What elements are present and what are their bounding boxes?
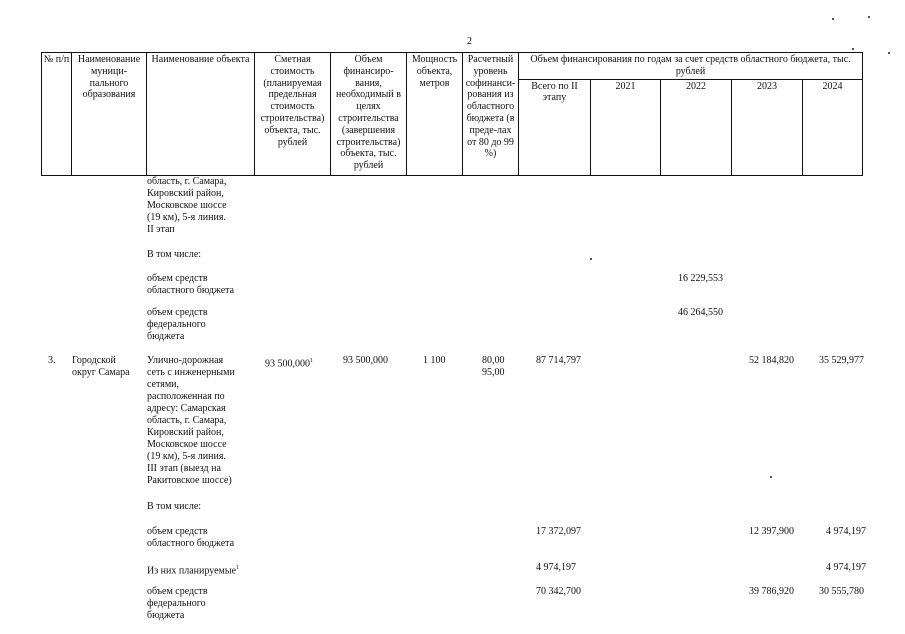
capacity-value: 1 100: [423, 355, 446, 366]
estimated-cost-value: [265, 355, 313, 371]
federal-budget-label: федерального: [147, 598, 206, 609]
footnote-mark: 1: [236, 565, 240, 571]
value-2024: 4 974,197: [826, 526, 866, 537]
object-text-line: (19 км), 5-я линия.: [147, 451, 226, 462]
object-text-line: Кировский район,: [147, 427, 224, 438]
federal-budget-label: объем средств: [147, 586, 208, 597]
header-year-2022: 2022: [661, 79, 732, 175]
value-2023: 12 397,900: [749, 526, 794, 537]
including-label: В том числе:: [147, 501, 202, 512]
header-yearly-financing: Объем финансирования по годам за счет средств областного бюджета, тыс. рублей: [519, 53, 863, 80]
object-text-line: область, г. Самара,: [147, 176, 227, 187]
total-value: 70 342,700: [536, 586, 581, 597]
object-text-line: Московское шоссе: [147, 439, 227, 450]
cofinancing-level-value: 80,00: [482, 355, 505, 366]
object-text-line: сетями,: [147, 379, 180, 390]
value-2024: 35 529,977: [819, 355, 864, 366]
header-year-2024: 2024: [803, 79, 863, 175]
header-financing-volume: Объем финансиро-вания, необходимый в целях строительства (завершения строительства) объекта, тыс. рублей: [331, 53, 407, 176]
value-2022: 16 229,553: [678, 273, 723, 284]
estimated-cost-number: 93 500,000: [265, 358, 310, 370]
scan-speck: [832, 18, 834, 20]
value-2022: 46 264,550: [678, 307, 723, 318]
object-text-line: область, г. Самара,: [147, 415, 227, 426]
object-text-line: (19 км), 5-я линия.: [147, 212, 226, 223]
regional-budget-label: областного бюджета: [147, 285, 235, 296]
value-2023: 39 786,920: [749, 586, 794, 597]
planned-label-text: Из них планируемые: [147, 565, 237, 577]
table-body: [41, 176, 867, 634]
row-number: 3.: [48, 355, 56, 366]
header-total-stage: Всего по II этапу: [519, 79, 591, 175]
table-header: [41, 52, 863, 176]
header-capacity: Мощность объекта, метров: [407, 53, 463, 176]
header-object: Наименование объекта: [147, 53, 255, 176]
federal-budget-label: бюджета: [147, 610, 185, 621]
header-municipality: Наименование муници-пального образования: [72, 53, 147, 176]
header-year-2023: 2023: [732, 79, 803, 175]
header-no: № п/п: [42, 53, 72, 176]
object-text-line: Кировский район,: [147, 188, 224, 199]
including-label: В том числе:: [147, 249, 202, 260]
object-text-line: Московское шоссе: [147, 200, 227, 211]
regional-budget-label: объем средств: [147, 526, 208, 537]
object-text-line: адресу: Самарская: [147, 403, 226, 414]
header-cofinancing-level: Расчетный уровень софинанси-рования из областного бюджета (в преде-лах от 80 до 99 %): [463, 53, 519, 176]
value-2024: 30 555,780: [819, 586, 864, 597]
header-estimated-cost: Сметная стоимость (планируемая предельная стоимость строительства) объекта, тыс. рублей: [255, 53, 331, 176]
total-value: 87 714,797: [536, 355, 581, 366]
regional-budget-label: объем средств: [147, 273, 208, 284]
header-year-2021: 2021: [591, 79, 661, 175]
federal-budget-label: бюджета: [147, 331, 185, 342]
value-2024: 4 974,197: [826, 562, 866, 573]
scan-speck: [852, 48, 854, 50]
value-2023: 52 184,820: [749, 355, 794, 366]
object-text-line: сеть с инженерными: [147, 367, 235, 378]
page-number: 2: [467, 36, 472, 47]
municipality-line: округ Самара: [72, 367, 130, 378]
object-text-line: расположенная по: [147, 391, 225, 402]
scan-speck: [888, 52, 890, 54]
federal-budget-label: объем средств: [147, 307, 208, 318]
total-value: 4 974,197: [536, 562, 576, 573]
footnote-mark: 1: [310, 358, 313, 364]
municipality-line: Городской: [72, 355, 116, 366]
total-value: 17 372,097: [536, 526, 581, 537]
planned-label: [147, 562, 239, 578]
financing-volume-value: 93 500,000: [343, 355, 388, 366]
object-text-line: II этап: [147, 224, 175, 235]
object-text-line: Ракитовское шоссе): [147, 475, 232, 486]
regional-budget-label: областного бюджета: [147, 538, 235, 549]
object-text-line: Улично-дорожная: [147, 355, 224, 366]
federal-budget-label: федерального: [147, 319, 206, 330]
object-text-line: III этап (выезд на: [147, 463, 221, 474]
scan-speck: [868, 16, 870, 18]
cofinancing-level-value: 95,00: [482, 367, 505, 378]
